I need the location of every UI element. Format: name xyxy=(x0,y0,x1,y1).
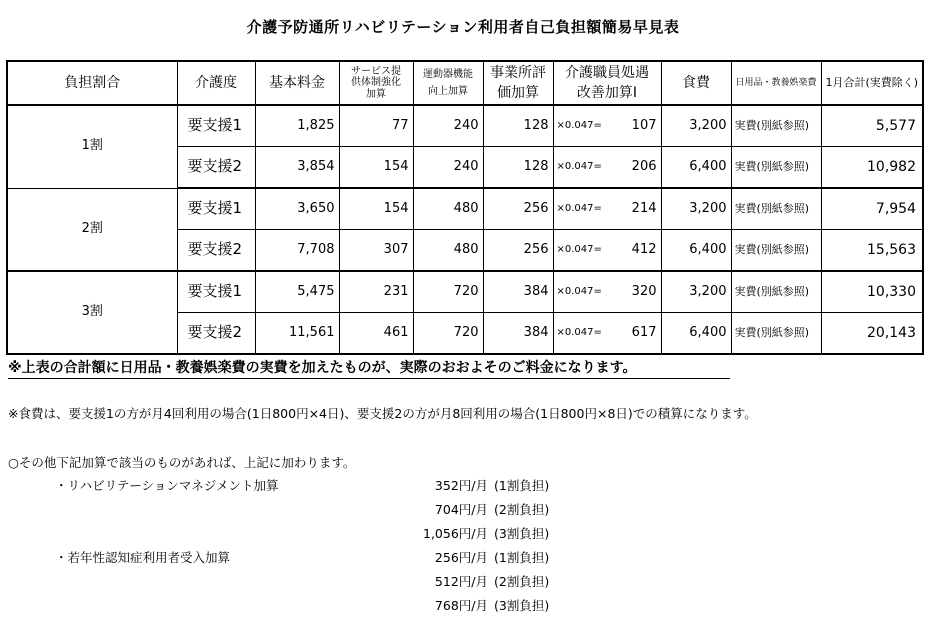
header-level: 介護度 xyxy=(177,61,255,105)
addition-amount: 1,056円/月 xyxy=(423,526,488,541)
daily-cell: 実費(別紙参照) xyxy=(731,105,821,147)
level-cell: 要支援2 xyxy=(177,313,255,355)
daily-cell: 実費(別紙参照) xyxy=(731,313,821,355)
addition-amount: 704円/月 xyxy=(434,502,488,517)
multiplier-cell: ×0.047= xyxy=(553,230,605,272)
total-cell: 5,577 xyxy=(821,105,923,147)
multiplier-cell: ×0.047= xyxy=(553,313,605,355)
staff-cell: 412 xyxy=(605,230,661,272)
fee-table xyxy=(6,60,924,355)
ratio-cell: 2割 xyxy=(7,188,177,271)
header-exercise-line1: 運動器機能 xyxy=(423,68,473,80)
exercise-cell: 240 xyxy=(413,147,483,189)
eval-cell: 256 xyxy=(483,188,553,230)
page-title: 介護予防通所リハビリテーション利用者自己負担額簡易早見表 xyxy=(246,18,680,36)
staff-cell: 107 xyxy=(605,105,661,147)
addition-amount: 768円/月 xyxy=(434,598,488,613)
exercise-cell: 240 xyxy=(413,105,483,147)
header-eval xyxy=(483,61,553,105)
header-eval-line2: 価加算 xyxy=(497,85,539,101)
addition-amount: 352円/月 xyxy=(434,478,488,493)
header-staff-line1: 介護職員処遇 xyxy=(565,64,649,81)
meal-cell: 6,400 xyxy=(661,147,731,189)
exercise-cell: 720 xyxy=(413,313,483,355)
daily-cell: 実費(別紙参照) xyxy=(731,271,821,313)
daily-cell: 実費(別紙参照) xyxy=(731,230,821,272)
addition-label-dementia: ・若年性認知症利用者受入加算 xyxy=(55,550,231,565)
service-cell: 77 xyxy=(339,105,413,147)
exercise-cell: 720 xyxy=(413,271,483,313)
base-cell: 3,650 xyxy=(255,188,339,230)
addition-amount: 256円/月 xyxy=(434,550,488,565)
header-total: 1月合計(実費除く) xyxy=(821,61,923,105)
addition-label-rehab: ・リハビリテーションマネジメント加算 xyxy=(55,478,279,493)
actual-cost-note: ※上表の合計額に日用品・教養娯楽費の実費を加えたものが、実際のおおよそのご料金になります。 xyxy=(8,357,730,379)
meal-note: ※食費は、要支援1の方が月4回利用の場合(1日800円×4日)、要支援2の方が月8回利用の場合(1日800円×8日)での積算になります。 xyxy=(8,406,757,421)
eval-cell: 128 xyxy=(483,147,553,189)
staff-cell: 320 xyxy=(605,271,661,313)
eval-cell: 256 xyxy=(483,230,553,272)
table-row xyxy=(7,188,923,230)
service-cell: 461 xyxy=(339,313,413,355)
total-cell: 7,954 xyxy=(821,188,923,230)
addition-burden: (2割負担) xyxy=(494,574,550,589)
level-cell: 要支援2 xyxy=(177,147,255,189)
header-meal: 食費 xyxy=(661,61,731,105)
header-daily: 日用品・教養娯楽費 xyxy=(731,61,821,105)
service-cell: 307 xyxy=(339,230,413,272)
base-cell: 11,561 xyxy=(255,313,339,355)
base-cell: 7,708 xyxy=(255,230,339,272)
service-cell: 154 xyxy=(339,147,413,189)
daily-cell: 実費(別紙参照) xyxy=(731,147,821,189)
header-exercise-line2: 向上加算 xyxy=(428,86,468,97)
meal-cell: 6,400 xyxy=(661,230,731,272)
table-row xyxy=(7,105,923,147)
addition-burden: (1割負担) xyxy=(494,478,550,493)
eval-cell: 384 xyxy=(483,313,553,355)
meal-cell: 3,200 xyxy=(661,271,731,313)
eval-cell: 384 xyxy=(483,271,553,313)
meal-cell: 6,400 xyxy=(661,313,731,355)
header-staff xyxy=(553,61,661,105)
meal-cell: 3,200 xyxy=(661,105,731,147)
level-cell: 要支援1 xyxy=(177,271,255,313)
header-exercise xyxy=(413,61,483,105)
header-ratio: 負担割合 xyxy=(7,61,177,105)
header-row xyxy=(7,61,923,105)
staff-cell: 617 xyxy=(605,313,661,355)
base-cell: 5,475 xyxy=(255,271,339,313)
total-cell: 10,330 xyxy=(821,271,923,313)
daily-cell: 実費(別紙参照) xyxy=(731,188,821,230)
header-eval-line1: 事業所評 xyxy=(490,64,546,81)
header-service xyxy=(339,61,413,105)
addition-burden: (1割負担) xyxy=(494,550,550,565)
total-cell: 10,982 xyxy=(821,147,923,189)
header-service-line3: 加算 xyxy=(366,88,386,100)
other-additions-intro: ○その他下記加算で該当のものがあれば、上記に加わります。 xyxy=(8,455,356,470)
multiplier-cell: ×0.047= xyxy=(553,105,605,147)
ratio-cell: 1割 xyxy=(7,105,177,188)
level-cell: 要支援2 xyxy=(177,230,255,272)
eval-cell: 128 xyxy=(483,105,553,147)
total-cell: 15,563 xyxy=(821,230,923,272)
multiplier-cell: ×0.047= xyxy=(553,271,605,313)
addition-burden: (3割負担) xyxy=(494,526,550,541)
header-service-line1: サービス提 xyxy=(351,65,401,77)
staff-cell: 206 xyxy=(605,147,661,189)
level-cell: 要支援1 xyxy=(177,188,255,230)
base-cell: 1,825 xyxy=(255,105,339,147)
meal-cell: 3,200 xyxy=(661,188,731,230)
addition-amount: 512円/月 xyxy=(434,574,488,589)
service-cell: 231 xyxy=(339,271,413,313)
ratio-cell: 3割 xyxy=(7,271,177,354)
base-cell: 3,854 xyxy=(255,147,339,189)
header-base: 基本料金 xyxy=(255,61,339,105)
table-row xyxy=(7,271,923,313)
exercise-cell: 480 xyxy=(413,230,483,272)
exercise-cell: 480 xyxy=(413,188,483,230)
addition-burden: (2割負担) xyxy=(494,502,550,517)
level-cell: 要支援1 xyxy=(177,105,255,147)
staff-cell: 214 xyxy=(605,188,661,230)
multiplier-cell: ×0.047= xyxy=(553,188,605,230)
service-cell: 154 xyxy=(339,188,413,230)
addition-burden: (3割負担) xyxy=(494,598,550,613)
multiplier-cell: ×0.047= xyxy=(553,147,605,189)
header-staff-line2: 改善加算Ⅰ xyxy=(576,85,638,101)
total-cell: 20,143 xyxy=(821,313,923,355)
header-service-line2: 供体制強化 xyxy=(351,77,401,89)
